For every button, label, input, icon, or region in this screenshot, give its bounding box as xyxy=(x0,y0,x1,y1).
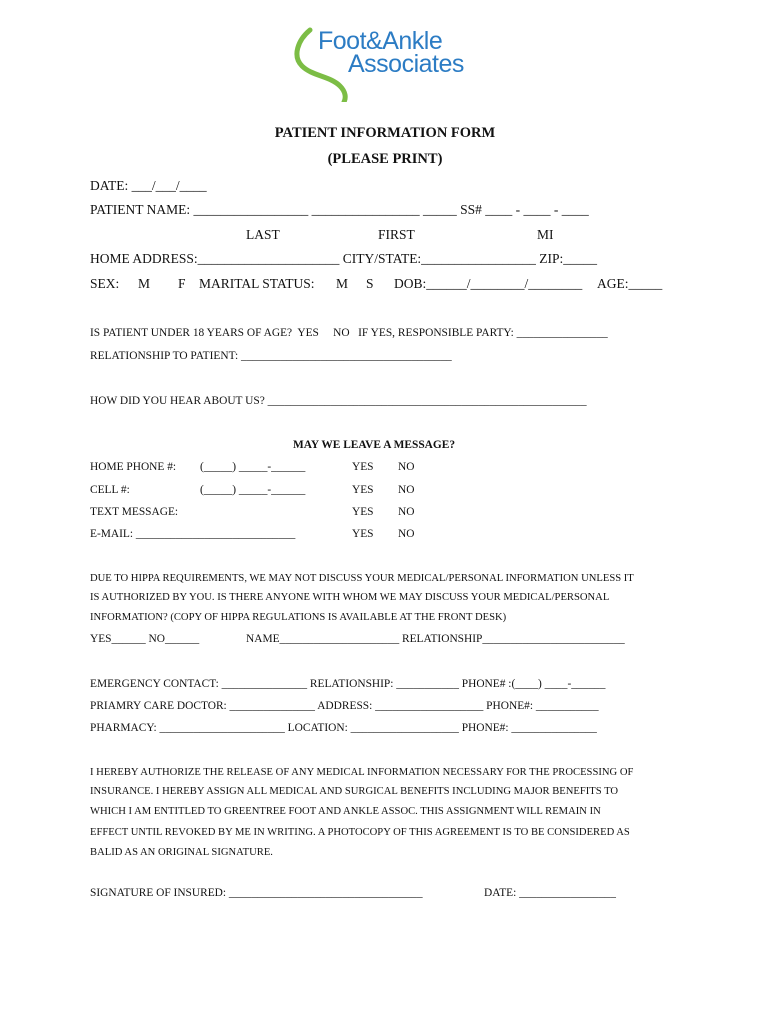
text-message-no[interactable]: NO xyxy=(398,506,415,518)
authorization-line-1: I HEREBY AUTHORIZE THE RELEASE OF ANY MEDICAL INFORMATION NECESSARY FOR THE PROCESSING OF xyxy=(90,767,634,778)
hear-about-us-field[interactable]: HOW DID YOU HEAR ABOUT US? ________________________________________________________ xyxy=(90,395,587,407)
hippa-text-line-2: IS AUTHORIZED BY YOU. IS THERE ANYONE WITH WHOM WE MAY DISCUSS YOUR MEDICAL/PERSONAL xyxy=(90,592,610,603)
hippa-yes-no-field[interactable]: YES______ NO______ xyxy=(90,633,200,645)
under-18-question[interactable]: IS PATIENT UNDER 18 YEARS OF AGE? YES NO IF YES, RESPONSIBLE PARTY: ________________ xyxy=(90,327,608,339)
relationship-to-patient-field[interactable]: RELATIONSHIP TO PATIENT: _____________________________________ xyxy=(90,350,452,362)
marital-option-s[interactable]: S xyxy=(366,276,374,291)
authorization-line-3: WHICH I AM ENTITLED TO GREENTREE FOOT AND ANKLE ASSOC. THIS ASSIGNMENT WILL REMAIN IN xyxy=(90,806,601,817)
hippa-text-line-3: INFORMATION? (COPY OF HIPPA REGULATIONS IS AVAILABLE AT THE FRONT DESK) xyxy=(90,612,507,623)
cell-no[interactable]: NO xyxy=(398,484,415,496)
text-message-yes[interactable]: YES xyxy=(352,506,374,518)
marital-status-label: MARITAL STATUS: xyxy=(199,276,315,291)
home-phone-label: HOME PHONE #: xyxy=(90,461,177,473)
hippa-text-line-1: DUE TO HIPPA REQUIREMENTS, WE MAY NOT DISCUSS YOUR MEDICAL/PERSONAL INFORMATION UNLESS IT xyxy=(90,573,634,584)
email-field[interactable]: E-MAIL: ____________________________ xyxy=(90,528,296,540)
form-subtitle: (PLEASE PRINT) xyxy=(327,151,443,167)
dob-field[interactable]: DOB:______/________/________ xyxy=(394,276,583,291)
text-message-label: TEXT MESSAGE: xyxy=(90,506,179,518)
home-phone-no[interactable]: NO xyxy=(398,461,415,473)
date-field[interactable]: DATE: ___/___/____ xyxy=(90,178,207,193)
logo-text-line1: Foot&Ankle xyxy=(318,27,443,55)
email-no[interactable]: NO xyxy=(398,528,415,540)
cell-phone-field[interactable]: (_____) _____-______ xyxy=(200,484,306,496)
signature-date-field[interactable]: DATE: _________________ xyxy=(484,887,616,899)
authorization-line-5: BALID AS AN ORIGINAL SIGNATURE. xyxy=(90,847,273,858)
name-last-caption: LAST xyxy=(246,227,280,242)
marital-option-m[interactable]: M xyxy=(336,276,349,291)
signature-field[interactable]: SIGNATURE OF INSURED: __________________________________ xyxy=(90,887,423,899)
authorization-line-4: EFFECT UNTIL REVOKED BY ME IN WRITING. A PHOTOCOPY OF THIS AGREEMENT IS TO BE CONSIDERED AS xyxy=(90,827,630,838)
home-address-field[interactable]: HOME ADDRESS:_____________________ CITY/STATE:_________________ ZIP:_____ xyxy=(90,251,598,266)
sex-option-f[interactable]: F xyxy=(178,276,186,291)
cell-yes[interactable]: YES xyxy=(352,484,374,496)
age-field[interactable]: AGE:_____ xyxy=(597,276,663,291)
home-phone-field[interactable]: (_____) _____-______ xyxy=(200,461,306,473)
name-first-caption: FIRST xyxy=(378,227,415,242)
hippa-name-relationship-field[interactable]: NAME_____________________ RELATIONSHIP_________________________ xyxy=(246,633,625,645)
home-phone-yes[interactable]: YES xyxy=(352,461,374,473)
cell-label: CELL #: xyxy=(90,484,130,496)
message-heading: MAY WE LEAVE A MESSAGE? xyxy=(293,439,456,451)
patient-name-field[interactable]: PATIENT NAME: _________________ ________________ _____ SS# ____ - ____ - ____ xyxy=(90,202,589,217)
email-yes[interactable]: YES xyxy=(352,528,374,540)
logo-text-line2: Associates xyxy=(348,50,464,78)
foot-ankle-associates-logo xyxy=(286,22,486,102)
authorization-line-2: INSURANCE. I HEREBY ASSIGN ALL MEDICAL AND SURGICAL BENEFITS INCLUDING MAJOR BENEFITS TO xyxy=(90,786,619,797)
name-mi-caption: MI xyxy=(537,227,554,242)
primary-care-doctor-field[interactable]: PRIAMRY CARE DOCTOR: _______________ ADDRESS: ___________________ PHONE#: ___________ xyxy=(90,700,599,712)
sex-option-m[interactable]: M xyxy=(138,276,151,291)
emergency-contact-field[interactable]: EMERGENCY CONTACT: _______________ RELATIONSHIP: ___________ PHONE# :(____) ____-______ xyxy=(90,678,606,690)
sex-label: SEX: xyxy=(90,276,120,291)
form-title: PATIENT INFORMATION FORM xyxy=(274,125,496,141)
pharmacy-field[interactable]: PHARMACY: ______________________ LOCATION: ___________________ PHONE#: _______________ xyxy=(90,722,597,734)
